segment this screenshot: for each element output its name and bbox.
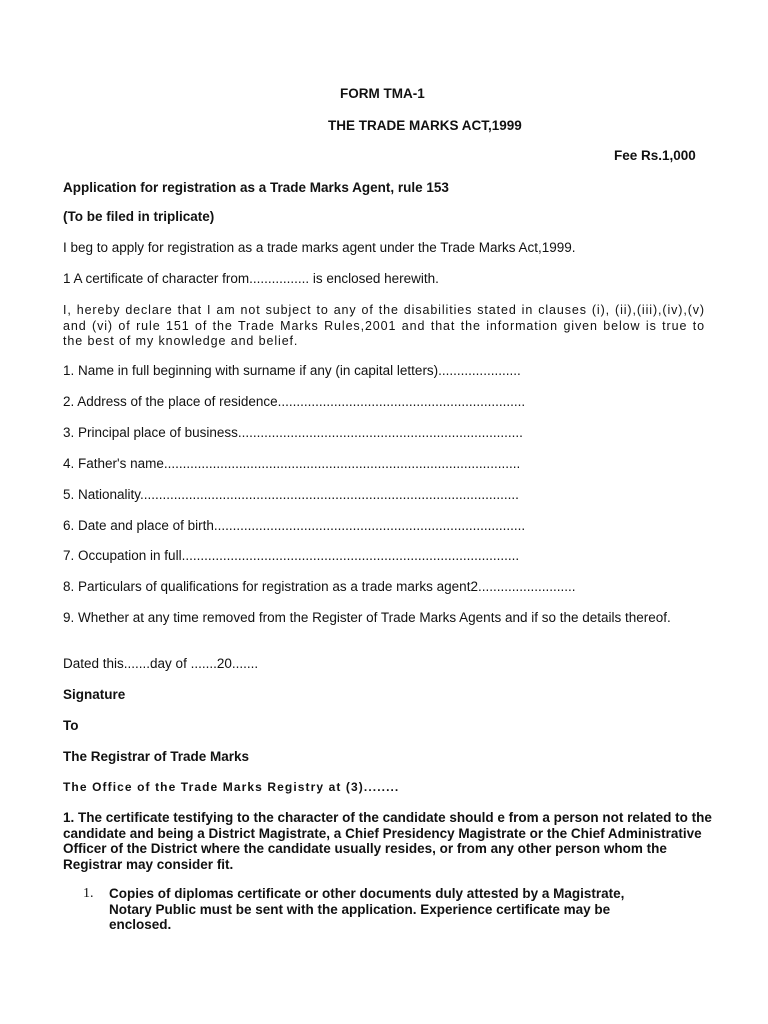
registrar-label: The Registrar of Trade Marks — [63, 749, 250, 764]
fee-label: Fee Rs.1,000 — [614, 148, 696, 163]
field-address: 2. Address of the place of residence.................................................................. — [63, 394, 526, 409]
field-name: 1. Name in full beginning with surname if any (in capital letters)...................... — [63, 363, 521, 378]
signature-label: Signature — [63, 687, 126, 702]
field-birth: 6. Date and place of birth................................................................................... — [63, 518, 526, 533]
field-occupation: 7. Occupation in full.......................................................................................... — [63, 548, 520, 563]
field-removal: 9. Whether at any time removed from the Register of Trade Marks Agents and if so the details thereof. — [63, 610, 671, 625]
list-number: 1. — [83, 886, 94, 901]
form-id: FORM TMA-1 — [340, 86, 425, 101]
certificate-line: 1 A certificate of character from................ is enclosed herewith. — [63, 271, 439, 286]
office-line: The Office of the Trade Marks Registry at (3)........ — [63, 780, 400, 794]
declaration-text: I, hereby declare that I am not subject to any of the disabilities stated in clauses (i), (ii),(iii),(iv),(v) and (vi) of rule 151 of the Trade Marks Rules,2001 and that the information given below is true to the best of my knowledge and belief. — [63, 303, 705, 348]
filing-note: (To be filed in triplicate) — [63, 209, 215, 224]
field-nationality: 5. Nationality..................................................................................................... — [63, 487, 519, 502]
list-text: Copies of diplomas certificate or other documents duly attested by a Magistrate, Notary Public must be sent with the application. Experience certificate may be enclosed. — [109, 886, 625, 932]
intro-text: I beg to apply for registration as a trade marks agent under the Trade Marks Act,1999. — [63, 240, 576, 255]
dated-line: Dated this.......day of .......20....... — [63, 656, 259, 671]
field-qualifications: 8. Particulars of qualifications for registration as a trade marks agent2.......................... — [63, 579, 576, 594]
field-father-name: 4. Father's name............................................................................................... — [63, 456, 521, 471]
footnote-1: 1. The certificate testifying to the character of the candidate should e from a person not related to the candidate and being a District Magistrate, a Chief Presidency Magistrate or the Chief Administrative Officer of the District where the candidate usually resides, or from any other person whom the Registrar may consider fit. — [63, 810, 712, 872]
act-title: THE TRADE MARKS ACT,1999 — [328, 118, 522, 133]
application-title: Application for registration as a Trade Marks Agent, rule 153 — [63, 180, 449, 195]
to-label: To — [63, 718, 79, 733]
field-business: 3. Principal place of business............................................................................ — [63, 425, 523, 440]
